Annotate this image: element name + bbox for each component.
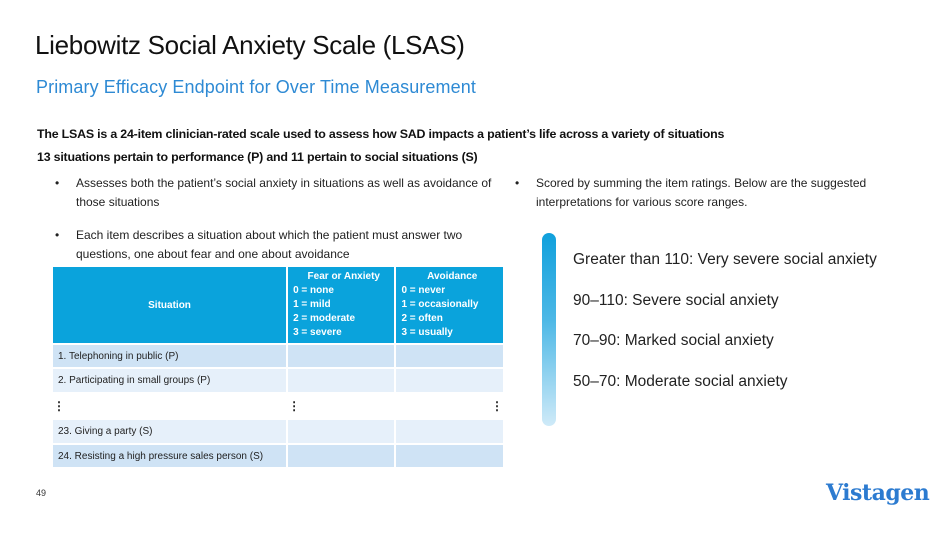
table-row [53,344,503,368]
situation-cell: 1. Telephoning in public (P) [53,344,287,368]
avoidance-cell [395,444,503,467]
vertical-ellipsis-icon: ⋮ [288,399,301,413]
fear-cell [287,368,395,393]
table-header-row [53,267,503,344]
score-range-item: 70–90: Marked social anxiety [573,332,774,349]
bullet-icon: • [515,176,520,190]
fear-cell [287,444,395,467]
avoidance-level: 3 = usually [401,327,453,338]
vertical-ellipsis-icon: ⋮ [491,399,503,413]
header-avoidance-title: Avoidance [427,271,478,282]
score-range-list [573,251,877,413]
bullet-item [55,226,500,264]
bullet-item [515,174,905,212]
page-number: 49 [36,488,47,498]
table-row [53,444,503,467]
fear-cell [287,344,395,368]
bullet-text: Scored by summing the item ratings. Below are the suggested interpretations for various score ranges. [536,176,867,209]
intro-text [37,123,724,169]
situation-cell: 24. Resisting a high pressure sales person (S) [53,444,287,467]
score-range-item: 90–110: Severe social anxiety [573,291,779,309]
fear-level: 3 = severe [293,327,342,338]
bullet-icon: • [55,228,60,242]
ellipsis-cell [395,393,503,419]
fear-level: 0 = none [293,285,334,296]
bullet-item [55,174,500,212]
intro-line-1: The LSAS is a 24-item clinician-rated scale used to assess how SAD impacts a patient’s life across a variety of situations [37,127,725,141]
vistagen-logo: Vistagen [826,480,930,506]
severity-gradient-bar [542,233,556,426]
avoidance-level: 0 = never [401,285,446,296]
bullet-text: Each item describes a situation about which the patient must answer two questions, one about fear and one about avoidance [76,228,463,261]
slide-title: Liebowitz Social Anxiety Scale (LSAS) [35,30,465,60]
intro-line-2: 13 situations pertain to performance (P) and 11 pertain to social situations (S) [37,150,478,164]
avoidance-cell [395,368,503,393]
bullet-icon: • [55,176,60,190]
vertical-ellipsis-icon: ⋮ [53,399,65,413]
situation-cell: 2. Participating in small groups (P) [53,368,287,393]
fear-level: 2 = moderate [293,313,356,324]
fear-cell [287,419,395,444]
ellipsis-cell [287,393,395,419]
avoidance-cell [395,344,503,368]
avoidance-cell [395,419,503,444]
score-range-item: 50–70: Moderate social anxiety [573,372,788,390]
slide-subtitle: Primary Efficacy Endpoint for Over Time Measurement [36,77,476,97]
header-situation: Situation [53,267,287,344]
right-bullet-list [515,174,905,226]
fear-level: 1 = mild [293,299,331,310]
table-row [53,368,503,393]
bullet-text: Assesses both the patient’s social anxiety in situations as well as avoidance of those situations [76,176,492,209]
avoidance-level: 2 = often [401,313,443,324]
table-row [53,419,503,444]
left-bullet-list [55,174,500,278]
avoidance-level: 1 = occasionally [401,299,479,310]
lsas-table [53,267,503,467]
score-range-item: Greater than 110: Very severe social anxiety [573,251,877,268]
situation-cell: 23. Giving a party (S) [53,419,287,444]
table-row-ellipsis [53,393,503,419]
ellipsis-cell [53,393,287,419]
header-avoidance [395,267,503,344]
header-fear-title: Fear or Anxiety [307,271,380,282]
header-fear-anxiety [287,267,395,344]
